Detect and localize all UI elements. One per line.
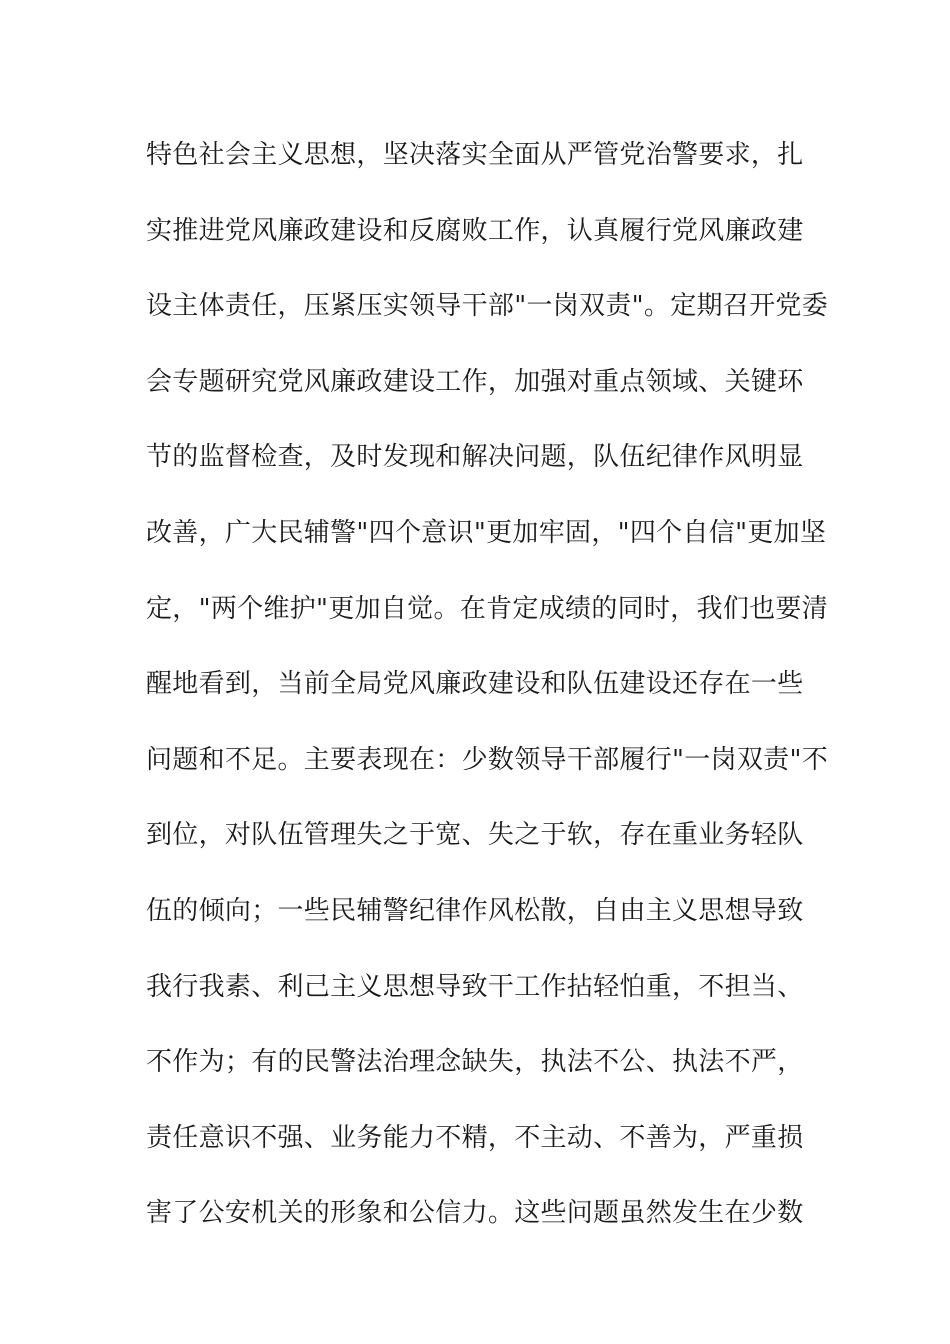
text-line-12: 我行我素、利己主义思想导致干工作拈轻怕重，不担当、 xyxy=(146,971,804,1002)
text-line-15: 害了公安机关的形象和公信力。这些问题虽然发生在少数 xyxy=(146,1198,804,1229)
text-line-7: 定，"两个维护"更加自觉。在肯定成绩的同时，我们也要清 xyxy=(146,593,829,624)
text-line-6: 改善，广大民辅警"四个意识"更加牢固，"四个自信"更加坚 xyxy=(146,517,827,548)
text-line-14: 责任意识不强、业务能力不精，不主动、不善为，严重损 xyxy=(146,1122,804,1153)
text-line-3: 设主体责任，压紧压实领导干部"一岗双责"。定期召开党委 xyxy=(146,291,829,322)
text-line-5: 节的监督检查，及时发现和解决问题，队伍纪律作风明显 xyxy=(146,442,804,473)
text-line-2: 实推进党风廉政建设和反腐败工作，认真履行党风廉政建 xyxy=(146,215,804,246)
text-line-4: 会专题研究党风廉政建设工作，加强对重点领域、关键环 xyxy=(146,366,804,397)
text-line-9: 问题和不足。主要表现在：少数领导干部履行"一岗双责"不 xyxy=(146,744,829,775)
body-paragraph xyxy=(146,129,829,1263)
text-line-10: 到位，对队伍管理失之于宽、失之于软，存在重业务轻队 xyxy=(146,820,804,851)
text-line-8: 醒地看到，当前全局党风廉政建设和队伍建设还存在一些 xyxy=(146,669,804,700)
text-line-11: 伍的倾向；一些民辅警纪律作风松散，自由主义思想导致 xyxy=(146,895,804,926)
text-line-13: 不作为；有的民警法治理念缺失，执法不公、执法不严， xyxy=(146,1047,804,1078)
text-line-1: 特色社会主义思想，坚决落实全面从严管党治警要求，扎 xyxy=(146,140,804,170)
